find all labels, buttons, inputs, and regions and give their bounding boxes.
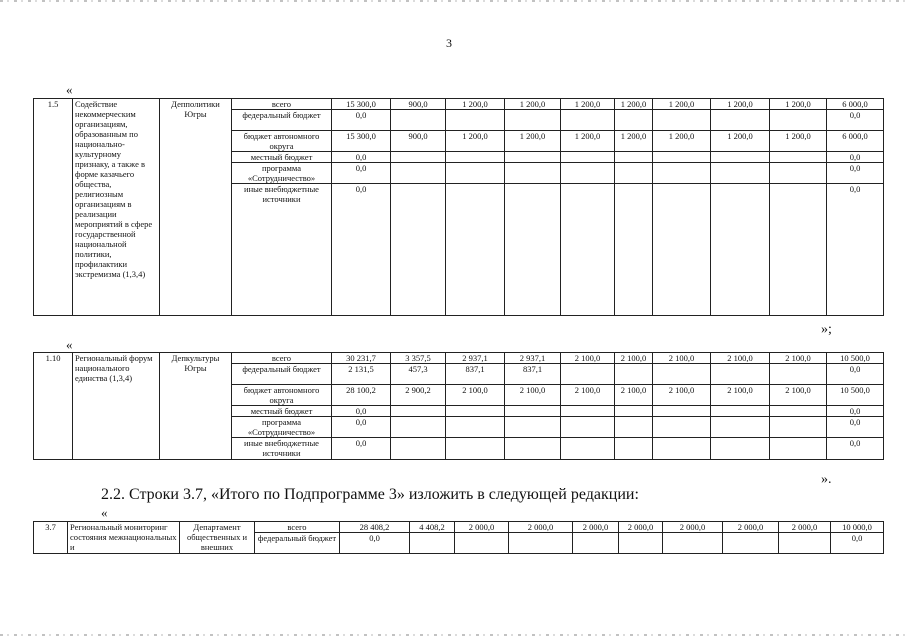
value-cell: 1 200,0 bbox=[446, 99, 505, 110]
executor-cell: Депполитики Югры bbox=[160, 99, 232, 316]
value-cell: 0,0 bbox=[332, 152, 391, 163]
value-cell bbox=[770, 152, 827, 163]
executor-cell: Депкультуры Югры bbox=[160, 353, 232, 460]
value-cell: 2 900,2 bbox=[391, 385, 446, 406]
row-number-cell: 1.5 bbox=[34, 99, 73, 316]
source-cell: программа «Сотрудничество» bbox=[232, 163, 332, 184]
value-cell bbox=[653, 110, 711, 131]
value-cell: 2 000,0 bbox=[619, 522, 663, 533]
source-cell: бюджет автономного округа bbox=[232, 131, 332, 152]
opening-quote-3: « bbox=[101, 505, 108, 520]
value-cell bbox=[770, 364, 827, 385]
value-cell bbox=[779, 533, 831, 554]
measure-name-cell: Региональный мониторинг состояния межнациональных и bbox=[68, 522, 180, 554]
value-cell: 15 300,0 bbox=[332, 99, 391, 110]
value-cell: 0,0 bbox=[831, 533, 884, 554]
value-cell bbox=[653, 163, 711, 184]
value-cell: 2 100,0 bbox=[446, 385, 505, 406]
value-cell bbox=[446, 417, 505, 438]
value-cell bbox=[391, 438, 446, 460]
value-cell: 1 200,0 bbox=[653, 131, 711, 152]
value-cell: 0,0 bbox=[827, 417, 884, 438]
row-number-cell: 1.10 bbox=[34, 353, 73, 460]
value-cell: 1 200,0 bbox=[561, 131, 615, 152]
value-cell: 2 100,0 bbox=[653, 385, 711, 406]
source-cell: иные внебюджетные источники bbox=[232, 184, 332, 316]
value-cell bbox=[446, 438, 505, 460]
value-cell: 2 000,0 bbox=[509, 522, 573, 533]
value-cell: 10 500,0 bbox=[827, 353, 884, 364]
value-cell: 0,0 bbox=[340, 533, 410, 554]
value-cell: 2 937,1 bbox=[446, 353, 505, 364]
value-cell: 2 100,0 bbox=[653, 353, 711, 364]
value-cell bbox=[509, 533, 573, 554]
value-cell bbox=[391, 406, 446, 417]
value-cell: 2 100,0 bbox=[615, 353, 653, 364]
value-cell bbox=[653, 417, 711, 438]
value-cell bbox=[410, 533, 455, 554]
value-cell: 1 200,0 bbox=[561, 99, 615, 110]
amendment-paragraph: 2.2. Строки 3.7, «Итого по Подпрограмме 3» изложить в следующей редакции: bbox=[101, 486, 639, 503]
value-cell bbox=[770, 417, 827, 438]
value-cell: 15 300,0 bbox=[332, 131, 391, 152]
value-cell bbox=[723, 533, 779, 554]
value-cell: 837,1 bbox=[446, 364, 505, 385]
value-cell bbox=[653, 152, 711, 163]
table-row-1-10 bbox=[33, 352, 884, 460]
value-cell bbox=[561, 438, 615, 460]
scan-artifact-top bbox=[0, 0, 905, 2]
value-cell bbox=[446, 184, 505, 316]
table-row-1-5 bbox=[33, 98, 884, 316]
value-cell bbox=[770, 406, 827, 417]
value-cell: 2 937,1 bbox=[505, 353, 561, 364]
value-cell: 0,0 bbox=[332, 163, 391, 184]
value-cell bbox=[505, 184, 561, 316]
value-cell bbox=[711, 364, 770, 385]
value-cell bbox=[505, 406, 561, 417]
value-cell bbox=[561, 417, 615, 438]
value-cell: 1 200,0 bbox=[615, 131, 653, 152]
value-cell: 2 100,0 bbox=[615, 385, 653, 406]
value-cell bbox=[711, 438, 770, 460]
value-cell bbox=[619, 533, 663, 554]
value-cell: 0,0 bbox=[827, 406, 884, 417]
value-cell bbox=[505, 417, 561, 438]
value-cell: 0,0 bbox=[827, 152, 884, 163]
value-cell bbox=[455, 533, 509, 554]
value-cell: 2 000,0 bbox=[723, 522, 779, 533]
source-cell: местный бюджет bbox=[232, 152, 332, 163]
opening-quote-2: « bbox=[66, 337, 73, 352]
value-cell bbox=[391, 110, 446, 131]
value-cell bbox=[615, 406, 653, 417]
value-cell bbox=[615, 163, 653, 184]
value-cell bbox=[505, 110, 561, 131]
value-cell: 0,0 bbox=[827, 364, 884, 385]
value-cell bbox=[561, 364, 615, 385]
value-cell: 30 231,7 bbox=[332, 353, 391, 364]
value-cell: 0,0 bbox=[332, 110, 391, 131]
value-cell bbox=[770, 438, 827, 460]
source-cell: местный бюджет bbox=[232, 406, 332, 417]
value-cell: 10 000,0 bbox=[831, 522, 884, 533]
value-cell: 6 000,0 bbox=[827, 99, 884, 110]
source-cell: федеральный бюджет bbox=[255, 533, 340, 554]
value-cell: 2 131,5 bbox=[332, 364, 391, 385]
value-cell: 2 000,0 bbox=[779, 522, 831, 533]
value-cell: 0,0 bbox=[827, 163, 884, 184]
value-cell: 10 500,0 bbox=[827, 385, 884, 406]
value-cell bbox=[711, 406, 770, 417]
value-cell: 2 000,0 bbox=[455, 522, 509, 533]
value-cell: 2 100,0 bbox=[561, 385, 615, 406]
value-cell bbox=[653, 364, 711, 385]
value-cell: 1 200,0 bbox=[711, 99, 770, 110]
value-cell: 0,0 bbox=[827, 184, 884, 316]
value-cell bbox=[663, 533, 723, 554]
value-cell: 0,0 bbox=[332, 438, 391, 460]
source-cell: всего bbox=[232, 99, 332, 110]
value-cell: 457,3 bbox=[391, 364, 446, 385]
value-cell bbox=[561, 184, 615, 316]
source-cell: всего bbox=[232, 353, 332, 364]
scan-artifact-bottom bbox=[0, 634, 905, 636]
value-cell: 2 000,0 bbox=[663, 522, 723, 533]
value-cell bbox=[711, 152, 770, 163]
value-cell: 6 000,0 bbox=[827, 131, 884, 152]
value-cell bbox=[711, 163, 770, 184]
source-cell: бюджет автономного округа bbox=[232, 385, 332, 406]
value-cell: 837,1 bbox=[505, 364, 561, 385]
value-cell bbox=[505, 163, 561, 184]
value-cell bbox=[561, 406, 615, 417]
value-cell: 2 100,0 bbox=[770, 385, 827, 406]
value-cell bbox=[653, 406, 711, 417]
value-cell bbox=[770, 184, 827, 316]
opening-quote-1: « bbox=[66, 82, 73, 97]
value-cell: 900,0 bbox=[391, 131, 446, 152]
value-cell bbox=[391, 163, 446, 184]
closing-quote-2: ». bbox=[821, 472, 832, 487]
value-cell bbox=[391, 152, 446, 163]
value-cell: 1 200,0 bbox=[770, 131, 827, 152]
source-cell: иные внебюджетные источники bbox=[232, 438, 332, 460]
value-cell: 1 200,0 bbox=[446, 131, 505, 152]
value-cell: 1 200,0 bbox=[711, 131, 770, 152]
value-cell bbox=[615, 184, 653, 316]
value-cell bbox=[573, 533, 619, 554]
value-cell bbox=[615, 417, 653, 438]
value-cell bbox=[505, 438, 561, 460]
value-cell bbox=[770, 110, 827, 131]
value-cell bbox=[561, 152, 615, 163]
table-row-3-7 bbox=[33, 521, 884, 554]
value-cell: 0,0 bbox=[332, 406, 391, 417]
value-cell bbox=[615, 152, 653, 163]
value-cell bbox=[561, 110, 615, 131]
value-cell: 3 357,5 bbox=[391, 353, 446, 364]
closing-quote-1: »; bbox=[821, 322, 832, 337]
value-cell bbox=[615, 364, 653, 385]
value-cell: 900,0 bbox=[391, 99, 446, 110]
executor-cell: Департамент общественных и внешних bbox=[180, 522, 255, 554]
measure-name-cell: Региональный форум национального единства (1,3,4) bbox=[73, 353, 160, 460]
value-cell: 1 200,0 bbox=[770, 99, 827, 110]
value-cell: 28 100,2 bbox=[332, 385, 391, 406]
value-cell bbox=[770, 163, 827, 184]
value-cell bbox=[446, 406, 505, 417]
source-cell: федеральный бюджет bbox=[232, 110, 332, 131]
value-cell bbox=[711, 417, 770, 438]
row-number-cell: 3.7 bbox=[34, 522, 68, 554]
value-cell: 2 100,0 bbox=[770, 353, 827, 364]
value-cell: 4 408,2 bbox=[410, 522, 455, 533]
value-cell bbox=[505, 152, 561, 163]
measure-name-cell: Содействие некоммерческим организациям, образованным по национально-культурному признаку, а также в форме казачьего общества, религиозным организациям в реализации мероприятий в сфере государственной национальной политики, профилактики экстремизма (1,3,4) bbox=[73, 99, 160, 316]
value-cell: 0,0 bbox=[827, 110, 884, 131]
value-cell: 0,0 bbox=[332, 184, 391, 316]
value-cell: 0,0 bbox=[332, 417, 391, 438]
value-cell bbox=[446, 110, 505, 131]
value-cell: 1 200,0 bbox=[505, 131, 561, 152]
value-cell bbox=[653, 184, 711, 316]
value-cell bbox=[711, 184, 770, 316]
value-cell: 1 200,0 bbox=[653, 99, 711, 110]
value-cell: 2 100,0 bbox=[711, 385, 770, 406]
source-cell: программа «Сотрудничество» bbox=[232, 417, 332, 438]
value-cell bbox=[615, 110, 653, 131]
value-cell: 28 408,2 bbox=[340, 522, 410, 533]
value-cell bbox=[653, 438, 711, 460]
value-cell: 1 200,0 bbox=[505, 99, 561, 110]
value-cell: 2 100,0 bbox=[711, 353, 770, 364]
value-cell: 2 100,0 bbox=[505, 385, 561, 406]
page-number: 3 bbox=[446, 36, 452, 50]
value-cell bbox=[711, 110, 770, 131]
source-cell: всего bbox=[255, 522, 340, 533]
value-cell: 2 000,0 bbox=[573, 522, 619, 533]
value-cell: 0,0 bbox=[827, 438, 884, 460]
value-cell: 1 200,0 bbox=[615, 99, 653, 110]
value-cell bbox=[391, 184, 446, 316]
value-cell bbox=[391, 417, 446, 438]
value-cell: 2 100,0 bbox=[561, 353, 615, 364]
value-cell bbox=[446, 163, 505, 184]
value-cell bbox=[615, 438, 653, 460]
value-cell bbox=[561, 163, 615, 184]
source-cell: федеральный бюджет bbox=[232, 364, 332, 385]
value-cell bbox=[446, 152, 505, 163]
